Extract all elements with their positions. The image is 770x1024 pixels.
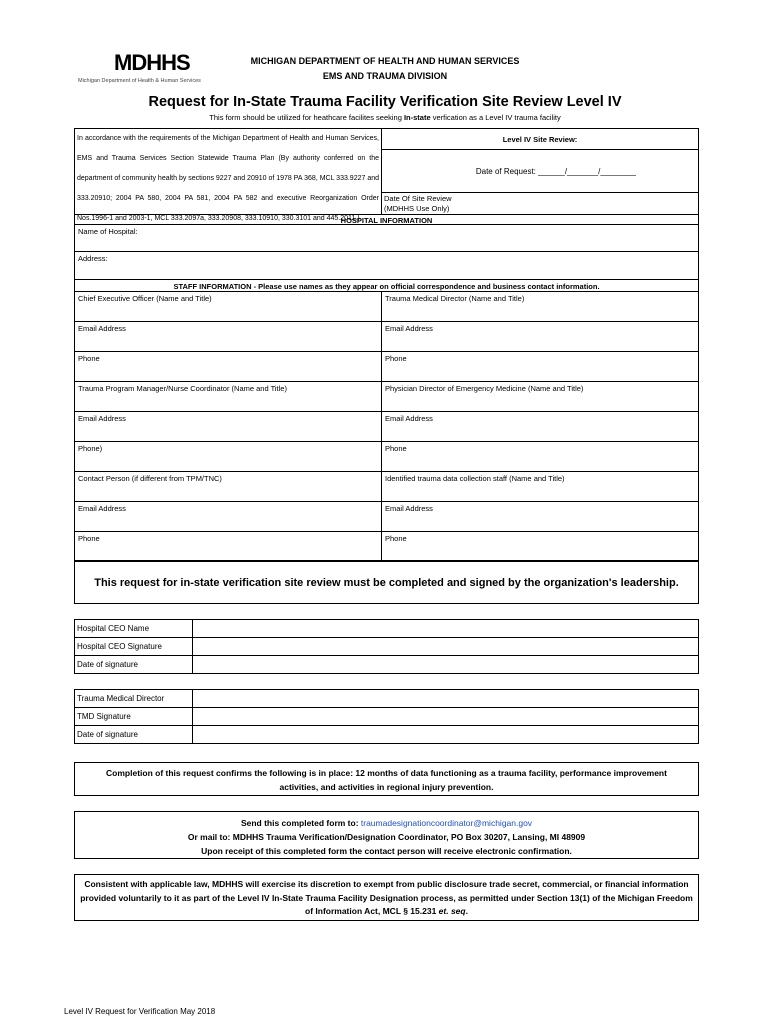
- ceo-signature-input[interactable]: [193, 638, 699, 656]
- tmd-name-label: Trauma Medical Director: [75, 690, 193, 708]
- date-of-request-field[interactable]: Date of Request: ______/_______/________: [381, 149, 699, 193]
- hospital-address-field[interactable]: Address:: [74, 251, 699, 280]
- staff-field-left[interactable]: Phone: [74, 531, 382, 562]
- table-row: [75, 620, 699, 638]
- staff-field-right[interactable]: Email Address: [381, 321, 699, 352]
- mailing-address: Or mail to: MDHHS Trauma Verification/Designation Coordinator, PO Box 30207, Lansing, MI 48909: [187, 832, 586, 842]
- tmd-date-input[interactable]: [193, 726, 699, 744]
- agency-name: MICHIGAN DEPARTMENT OF HEALTH AND HUMAN SERVICES: [250, 56, 520, 66]
- tmd-signature-input[interactable]: [193, 708, 699, 726]
- foia-disclosure-note: Consistent with applicable law, MDHHS will exercise its discretion to exempt from public disclosure trade secret, commercial, or financial information provided voluntarily to it as part of the Level IV In-State Trauma Facility Designation process, as permitted under Section 13(1) of the Michigan Freedom of Information Act, MCL § 15.231 et. seq.: [74, 874, 699, 921]
- staff-field-right[interactable]: Physician Director of Emergency Medicine (Name and Title): [381, 381, 699, 412]
- staff-information-header: STAFF INFORMATION - Please use names as they appear on official correspondence and business contact information.: [74, 279, 699, 292]
- staff-field-left[interactable]: Email Address: [74, 321, 382, 352]
- staff-field-right[interactable]: Phone: [381, 531, 699, 562]
- ceo-name-input[interactable]: [193, 620, 699, 638]
- logo-subtext: Michigan Department of Health & Human Services: [78, 78, 201, 84]
- staff-field-left[interactable]: Email Address: [74, 501, 382, 532]
- mdhhs-logo: [78, 48, 218, 88]
- hospital-name-field[interactable]: Name of Hospital:: [74, 224, 699, 252]
- staff-field-left[interactable]: Contact Person (if different from TPM/TNC): [74, 471, 382, 502]
- staff-field-left[interactable]: Trauma Program Manager/Nurse Coordinator (Name and Title): [74, 381, 382, 412]
- staff-field-right[interactable]: Identified trauma data collection staff (Name and Title): [381, 471, 699, 502]
- table-row: [75, 726, 699, 744]
- division-name: EMS AND TRAUMA DIVISION: [322, 71, 448, 81]
- completion-requirements-note: Completion of this request confirms the following is in place: 12 months of data functioning as a trauma facility, performance improvement activities, and activities in regional injury prevention.: [74, 762, 699, 796]
- ceo-signature-label: Hospital CEO Signature: [75, 638, 193, 656]
- logo-text: MDHHS: [114, 50, 190, 75]
- confirmation-note: Upon receipt of this completed form the contact person will receive electronic confirmation.: [201, 846, 572, 856]
- hospital-information-header: HOSPITAL INFORMATION: [74, 214, 699, 225]
- date-of-site-review-field: Date Of Site Review (MDHHS Use Only): [381, 192, 699, 215]
- staff-field-right[interactable]: Email Address: [381, 501, 699, 532]
- tmd-signature-label: TMD Signature: [75, 708, 193, 726]
- ceo-name-label: Hospital CEO Name: [75, 620, 193, 638]
- tmd-signature-table: [74, 689, 699, 744]
- table-row: [75, 690, 699, 708]
- staff-field-right[interactable]: Phone: [381, 351, 699, 382]
- table-row: [75, 638, 699, 656]
- page-title: Request for In-State Trauma Facility Verification Site Review Level IV: [148, 94, 622, 110]
- staff-field-right[interactable]: Email Address: [381, 411, 699, 442]
- tmd-date-label: Date of signature: [75, 726, 193, 744]
- leadership-signature-notice: This request for in-state verification site review must be completed and signed by the organization's leadership.: [74, 560, 699, 604]
- ceo-signature-table: [74, 619, 699, 674]
- submission-email-link[interactable]: traumadesignationcoordinator@michigan.gov: [360, 818, 533, 828]
- level-iv-site-review-header: Level IV Site Review:: [381, 128, 699, 150]
- staff-field-left[interactable]: Email Address: [74, 411, 382, 442]
- staff-field-left[interactable]: Chief Executive Officer (Name and Title): [74, 291, 382, 322]
- tmd-name-input[interactable]: [193, 690, 699, 708]
- staff-field-right[interactable]: Trauma Medical Director (Name and Title): [381, 291, 699, 322]
- table-row: [75, 708, 699, 726]
- ceo-date-label: Date of signature: [75, 656, 193, 674]
- page-subtitle: This form should be utilized for heathcare facilites seeking In-state verfication as a Level IV trauma facility: [209, 113, 561, 122]
- submission-instructions: Send this completed form to: traumadesignationcoordinator@michigan.gov Or mail to: MDHHS Trauma Verification/Designation Coordinator, PO Box 30207, Lansing, MI 48909 Upon receipt of this completed form the contact person will receive electronic confirmation.: [74, 811, 699, 859]
- staff-field-left[interactable]: Phone): [74, 441, 382, 472]
- ceo-date-input[interactable]: [193, 656, 699, 674]
- staff-field-right[interactable]: Phone: [381, 441, 699, 472]
- table-row: [75, 656, 699, 674]
- staff-field-left[interactable]: Phone: [74, 351, 382, 382]
- authority-statement: In accordance with the requirements of the Michigan Department of Health and Human Services, EMS and Trauma Services Section Statewide Trauma Plan (By authority conferred on the department of community health by sections 9227 and 20910 of 1978 PA 368, MCL 333.9227 and 333.20910; 2004 PA 580, 2004 PA 581, 2004 PA 582 and executive Reorganization Order Nos.1996-1 and 2003-1, MCL 333.2097a, 333.20908, 333.10910, 330.3101 and 445.2011.): [74, 128, 382, 215]
- page-footer: Level IV Request for Verification May 2018: [64, 1007, 216, 1016]
